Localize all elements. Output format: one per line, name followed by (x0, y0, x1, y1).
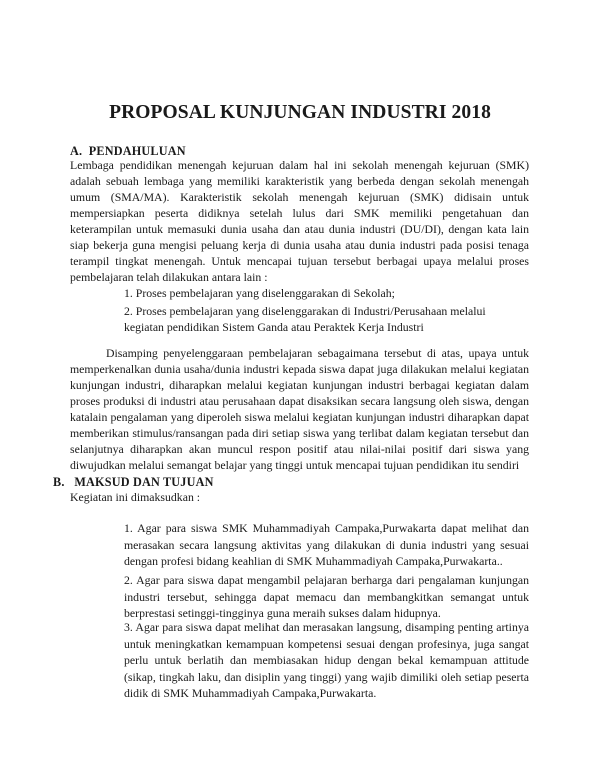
section-b-intro: Kegiatan ini dimaksudkan : (70, 490, 201, 504)
section-b-title: MAKSUD DAN TUJUAN (74, 475, 214, 489)
section-b-number: B. (53, 475, 65, 489)
section-a-list-item-1: 1. Proses pembelajaran yang diselenggarakan di Sekolah; (124, 286, 395, 300)
section-b-heading (53, 475, 214, 490)
section-a-number: A. (70, 144, 83, 158)
section-a-list-item-2: 2. Proses pembelajaran yang diselenggarakan di Industri/Perusahaan melalui (124, 304, 486, 318)
section-a-list-item-2-continued: kegiatan pendidikan Sistem Ganda atau Peraktek Kerja Industri (124, 320, 424, 334)
section-b-item-3: 3. Agar para siswa dapat melihat dan merasakan langsung, disamping penting artinya untuk meningkatkan kemampuan kompetensi sesuai dengan profesinya, juga sangat perlu untuk berlatih dan membiasakan hidup dengan bekal kemampuan attitude (sikap, tingkah laku, dan disiplin yang tinggi) yang wajib dimiliki oleh setiap peserta didik di SMK Muhammadiyah Campaka,Purwakarta. (124, 620, 529, 701)
section-b-item-2: 2. Agar para siswa dapat mengambil pelajaran berharga dari pengalaman kunjungan industri tersebut, sehingga dapat memacu dan membangkitkan semangat untuk berprestasi setinggi-tingginya guna meraih sukses dalam hidupnya. (124, 573, 529, 621)
section-b-item-1: 1. Agar para siswa SMK Muhammadiyah Campaka,Purwakarta dapat melihat dan merasakan secara langsung aktivitas yang dilakukan di dunia industri yang sesuai dengan profesi bidang keahlian di SMK Muhammadiyah Campaka,Purwakarta.. (124, 521, 529, 569)
section-a-title: PENDAHULUAN (88, 144, 186, 158)
document-title: PROPOSAL KUNJUNGAN INDUSTRI 2018 (109, 102, 491, 123)
section-a-paragraph-1: Lembaga pendidikan menengah kejuruan dalam hal ini sekolah menengah kejuruan (SMK) adalah sebuah lembaga yang memiliki karakteristik yang berbeda dengan sekolah menengah umum (SMA/MA). Karakteristik sekolah menengah kejuruan (SMK) didisain untuk mempersiapkan peserta didiknya setelah lulus dari SMK memiliki pengetahuan dan keterampilan untuk memasuki dunia usaha dan atau dunia industri (DU/DI), dengan kata lain siap bekerja guna mengisi peluang kerja di dunia usaha atau dunia industri pada posisi tenaga terampil tingkat menengah. Untuk mencapai tujuan tersebut berbagai upaya melalui proses pembelajaran telah dilakukan antara lain : (70, 158, 529, 284)
section-a-paragraph-2: Disamping penyelenggaraan pembelajaran sebagaimana tersebut di atas, upaya untuk memperkenalkan dunia usaha/dunia industri kepada siswa dapat juga dilakukan melalui kegiatan kunjungan industri, diharapkan melalui kegiatan kunjungan industri berbagai kegiatan dalam proses produksi di industri atau perusahaan dapat disaksikan secara langsung oleh siswa, dengan katalain pengalaman yang diperoleh siswa melalui kegiatan kunjungan industri diharapkan dapat memberikan stimulus/ransangan pada diri setiap siswa yang terlibat dalam kegiatan tersebut dan selanjutnya diharapkan akan muncul respon positif atau nilai-nilai positif dari siswa yang diwujudkan melalui semangat belajar yang tinggi untuk mencapai tujuan pendidikan itu sendiri (70, 346, 529, 472)
